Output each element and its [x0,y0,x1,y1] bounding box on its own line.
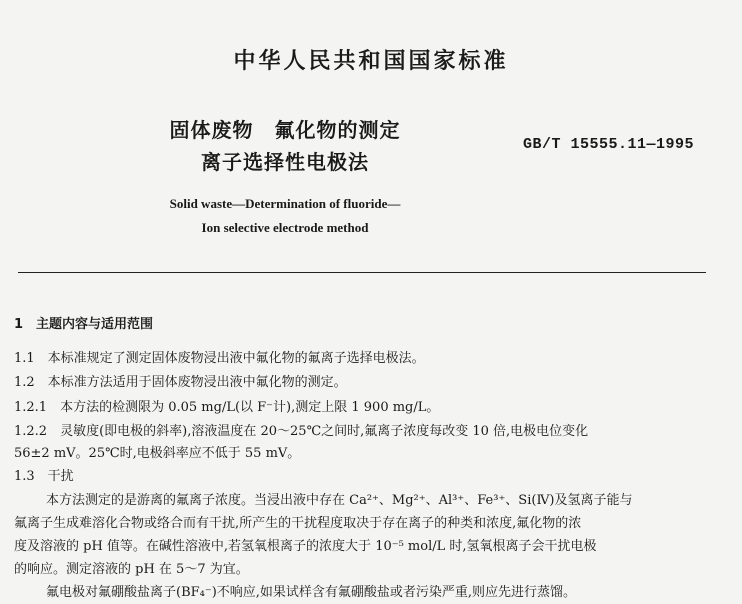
section-1-heading: 1 主题内容与适用范围 [14,317,154,332]
title-cn-line1: 固体废物 氟化物的测定 [169,118,401,142]
national-standard-header: 中华人民共和国国家标准 [233,49,509,74]
header-divider [18,272,706,273]
title-en-line1: Solid waste—Determination of fluoride— [169,196,401,211]
paragraph-1-line1: 本方法测定的是游离的氟离子浓度。当浸出液中存在 Ca²⁺、Mg²⁺、Al³⁺、Fe³⁺、Si(Ⅳ)及氢离子能与 [46,493,633,508]
paragraph-1-line4: 的响应。测定溶液的 pH 在 5～7 为宜。 [14,562,249,577]
clause-1-1: 1.1 本标准规定了测定固体废物浸出液中氟化物的氟离子选择电极法。 [14,351,425,366]
clause-1-2-2-line2: 56±2 mV。25℃时,电极斜率应不低于 55 mV。 [14,446,301,461]
paragraph-2-line1: 氟电极对氟硼酸盐离子(BF₄⁻)不响应,如果试样含有氟硼酸盐或者污染严重,则应先进行蒸馏。 [46,585,577,600]
clause-1-2-2-line1: 1.2.2 灵敏度(即电极的斜率),溶液温度在 20～25℃之间时,氟离子浓度每改变 10 倍,电极电位变化 [14,424,589,439]
standard-number: GB/T 15555.11—1995 [522,136,694,153]
paragraph-1-line2: 氟离子生成难溶化合物或络合而有干扰,所产生的干扰程度取决于存在离子的种类和浓度,氟化物的浓 [14,516,582,531]
title-cn-line2: 离子选择性电极法 [201,150,369,174]
clause-1-2-1: 1.2.1 本方法的检测限为 0.05 mg/L(以 F⁻计),测定上限 1 900 mg/L。 [14,400,440,415]
paragraph-1-line3: 度及溶液的 pH 值等。在碱性溶液中,若氢氧根离子的浓度大于 10⁻⁵ mol/L 时,氢氧根离子会干扰电极 [14,539,597,554]
title-en-line2: Ion selective electrode method [201,220,369,235]
clause-1-2: 1.2 本标准方法适用于固体废物浸出液中氟化物的测定。 [14,375,347,390]
clause-1-3: 1.3 干扰 [14,469,74,484]
